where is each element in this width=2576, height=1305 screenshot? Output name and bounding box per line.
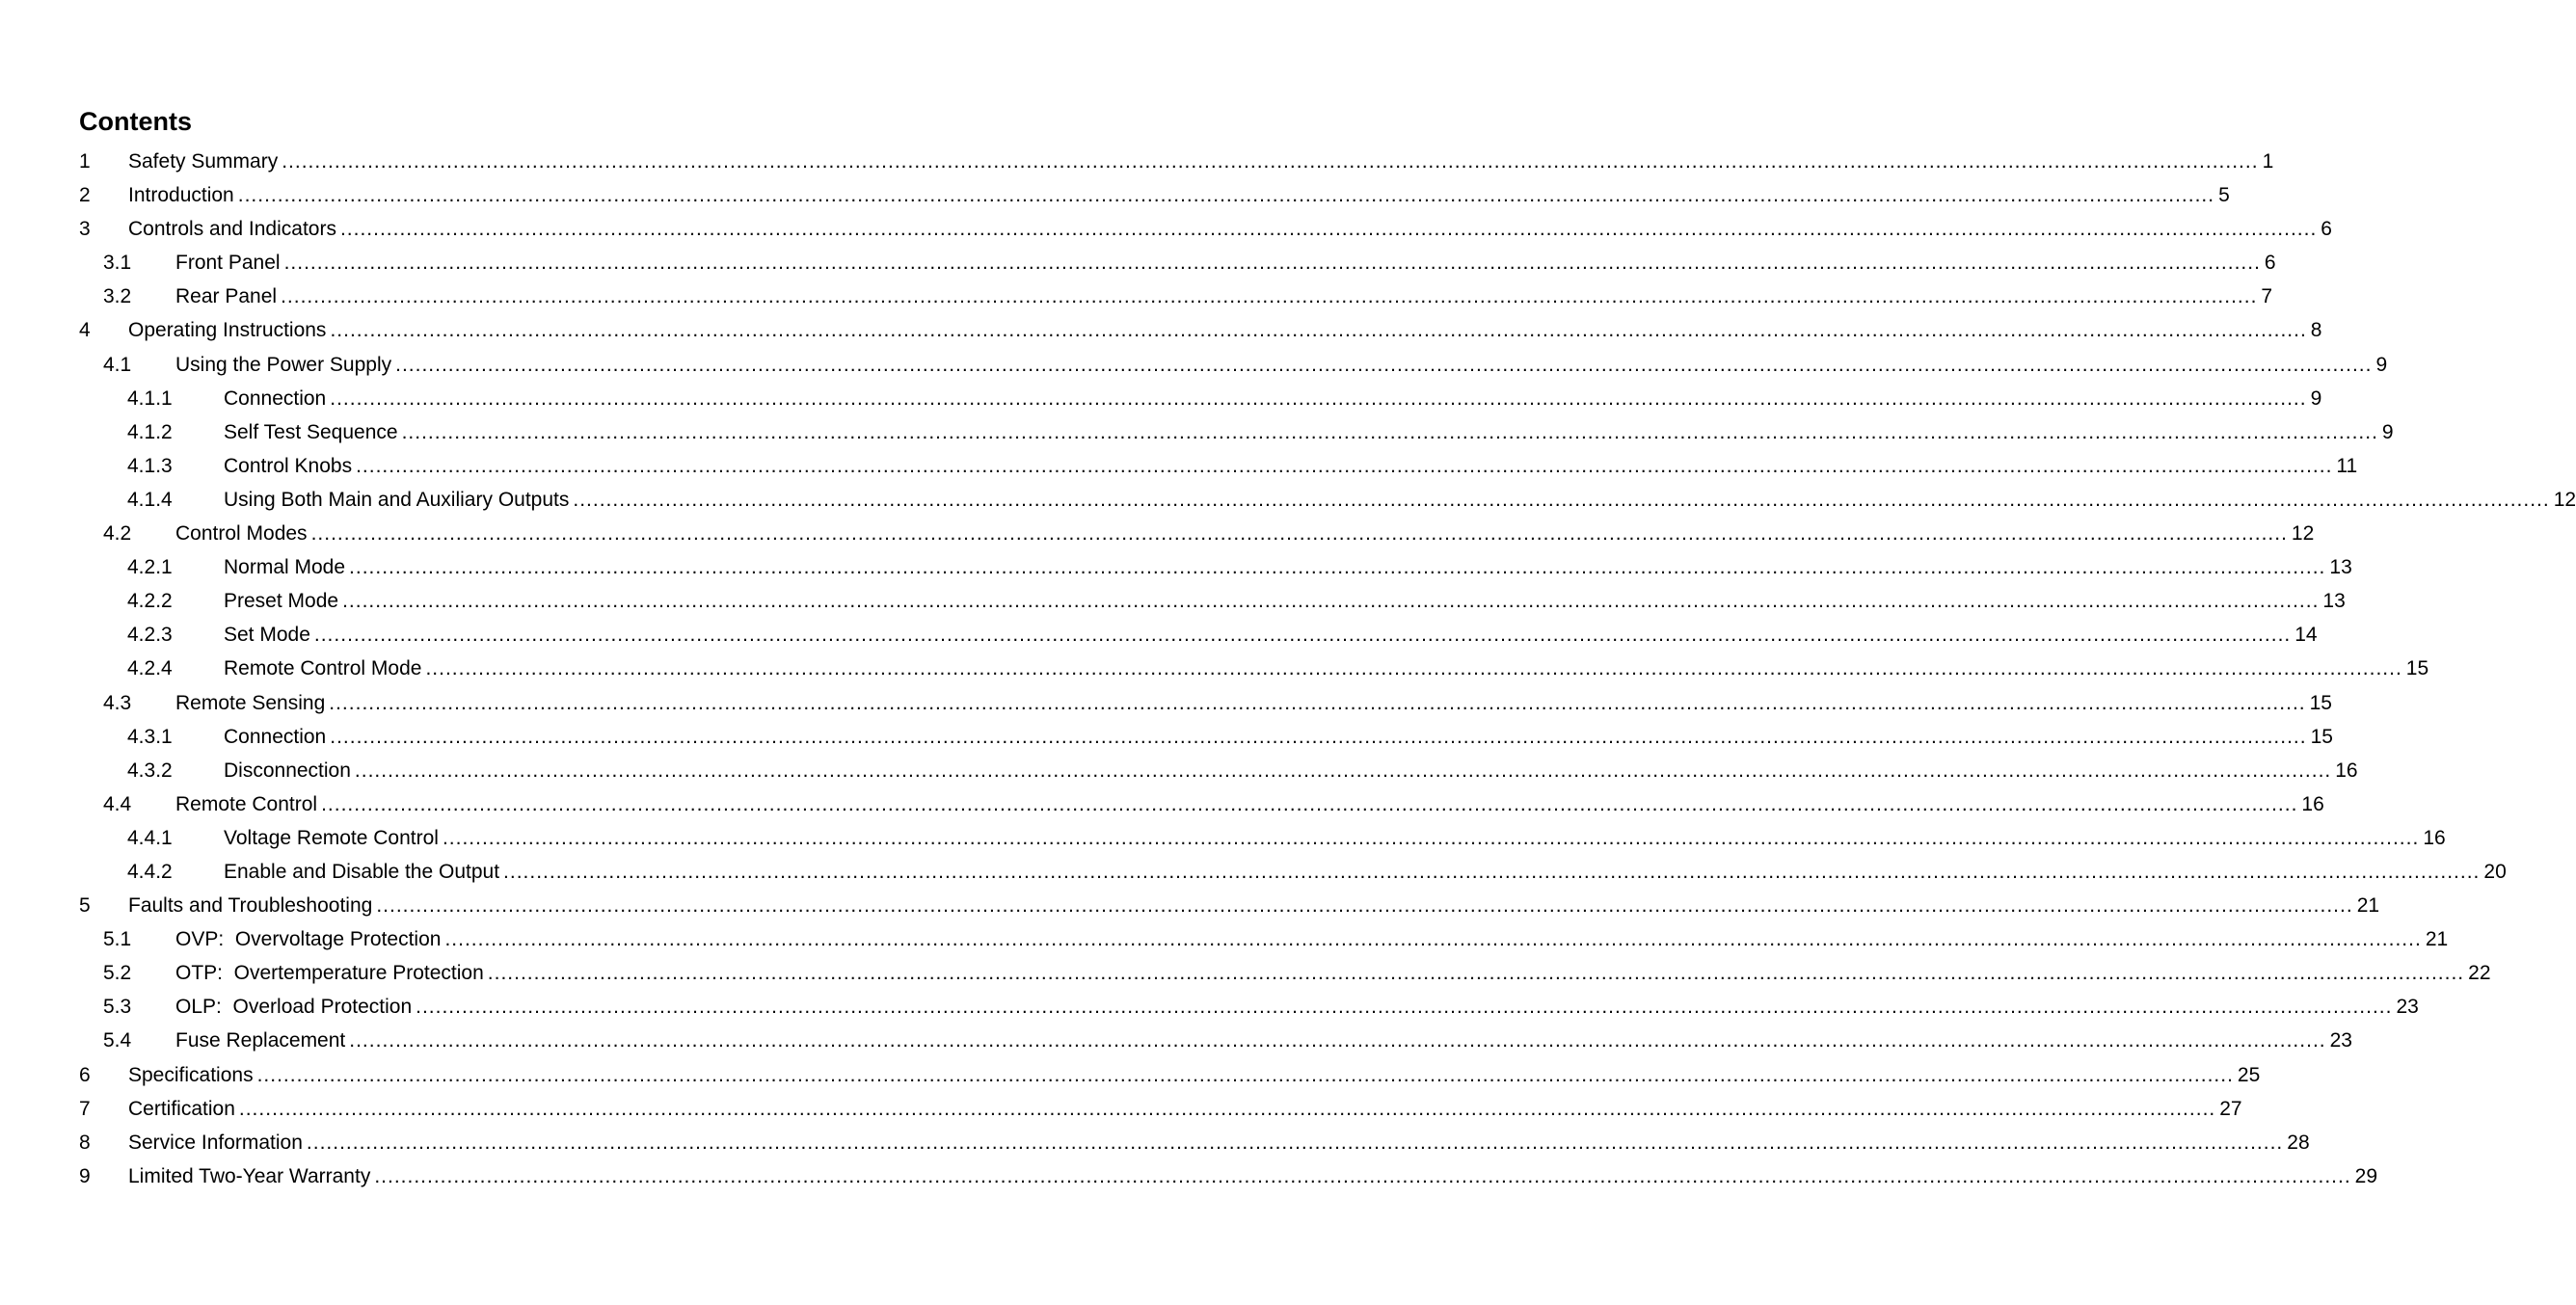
toc-entry-label: Remote Sensing — [175, 691, 326, 714]
toc-dot-leader: ............................................................................................................................................................................................................................................................................................................ — [306, 1131, 2284, 1154]
toc-entry-label: Service Information — [128, 1131, 303, 1154]
toc-dot-leader: ............................................................................................................................................................................................................................................................................................................ — [442, 826, 2420, 849]
toc-entry-page-number: 8 — [2310, 319, 2322, 342]
toc-entry-page-number: 12 — [2553, 488, 2576, 511]
toc-entry-text — [128, 1092, 2242, 1126]
toc-entry-page-number: 23 — [2396, 996, 2419, 1019]
toc-entry-page-number: 9 — [2375, 353, 2388, 376]
toc-dot-leader: ............................................................................................................................................................................................................................................................................................................ — [503, 860, 2481, 883]
toc-entry[interactable] — [0, 686, 2332, 720]
toc-dot-leader: ............................................................................................................................................................................................................................................................................................................ — [354, 759, 2332, 782]
toc-entry[interactable] — [0, 313, 2322, 347]
toc-entry-number: 4.1.4 — [127, 488, 173, 511]
toc-entry-label: Control Modes — [175, 522, 308, 546]
toc-entry-page-number: 15 — [2405, 657, 2429, 680]
toc-entry-label: Connection — [224, 386, 327, 410]
toc-entry-page-number: 20 — [2483, 860, 2507, 883]
toc-entry-text — [175, 1024, 2352, 1057]
toc-entry-page-number: 16 — [2423, 826, 2446, 849]
toc-entry-label: Front Panel — [175, 252, 281, 275]
toc-entry-text — [128, 889, 2380, 922]
toc-dot-leader: ............................................................................................................................................................................................................................................................................................................ — [573, 488, 2550, 511]
toc-entry-number: 5.3 — [103, 996, 132, 1019]
toc-entry-page-number: 6 — [2264, 252, 2276, 275]
toc-dot-leader: ............................................................................................................................................................................................................................................................................................................ — [339, 218, 2318, 241]
toc-entry[interactable] — [0, 990, 2419, 1024]
toc-entry-label: Fuse Replacement — [175, 1029, 346, 1052]
toc-entry-label: Preset Mode — [224, 590, 339, 613]
toc-entry-number: 5 — [79, 894, 91, 918]
toc-entry-label: Controls and Indicators — [128, 218, 336, 241]
toc-entry-text — [175, 990, 2419, 1024]
toc-entry-label: Rear Panel — [175, 285, 278, 308]
toc-dot-leader: ............................................................................................................................................................................................................................................................................................................ — [444, 928, 2422, 951]
toc-dot-leader: ............................................................................................................................................................................................................................................................................................................ — [283, 252, 2261, 275]
toc-entry-page-number: 25 — [2237, 1063, 2261, 1086]
toc-entry-text — [224, 449, 2358, 483]
toc-entry-number: 4.1.1 — [127, 386, 173, 410]
toc-entry-number: 4.4.1 — [127, 826, 173, 849]
toc-entry-page-number: 21 — [2356, 894, 2380, 918]
toc-entry-text — [224, 483, 2576, 517]
toc-entry-label: Limited Two-Year Warranty — [128, 1164, 371, 1187]
toc-entry-number: 4.2.4 — [127, 657, 173, 680]
toc-entry-number: 4.1.3 — [127, 454, 173, 477]
toc-entry[interactable] — [0, 1092, 2242, 1126]
toc-entry-number: 4.4 — [103, 792, 132, 815]
toc-entry[interactable] — [0, 1024, 2352, 1057]
toc-entry[interactable] — [0, 922, 2449, 956]
toc-entry-text — [175, 246, 2276, 280]
table-of-contents — [0, 145, 2576, 1193]
toc-entry[interactable] — [0, 1126, 2310, 1159]
toc-entry-page-number: 22 — [2468, 962, 2491, 985]
toc-entry-number: 4.2.3 — [127, 624, 173, 647]
toc-dot-leader: ............................................................................................................................................................................................................................................................................................................ — [321, 792, 2298, 815]
toc-entry-page-number: 7 — [2261, 285, 2273, 308]
toc-entry-number: 8 — [79, 1131, 91, 1154]
toc-entry-number: 2 — [79, 184, 91, 207]
toc-entry-text — [224, 618, 2318, 652]
toc-entry-text — [128, 178, 2230, 212]
toc-entry-page-number: 9 — [2310, 386, 2322, 410]
toc-entry-text — [128, 1159, 2378, 1193]
toc-entry-label: Enable and Disable the Output — [224, 860, 500, 883]
toc-entry[interactable] — [0, 246, 2276, 280]
toc-entry[interactable] — [0, 1159, 2378, 1193]
toc-entry-page-number: 14 — [2294, 624, 2318, 647]
toc-dot-leader: ............................................................................................................................................................................................................................................................................................................ — [330, 386, 2307, 410]
toc-entry-label: OVP: Overvoltage Protection — [175, 928, 442, 951]
toc-dot-leader: ............................................................................................................................................................................................................................................................................................................ — [342, 590, 2320, 613]
toc-entry-label: Certification — [128, 1097, 235, 1120]
toc-entry-page-number: 6 — [2321, 218, 2332, 241]
toc-entry-page-number: 9 — [2381, 420, 2394, 443]
toc-entry-text — [224, 821, 2446, 855]
toc-entry[interactable] — [0, 348, 2388, 382]
toc-entry[interactable] — [0, 145, 2274, 178]
toc-entry-text — [224, 652, 2429, 685]
toc-dot-leader: ............................................................................................................................................................................................................................................................................................................ — [395, 353, 2373, 376]
toc-entry-text — [224, 754, 2358, 787]
toc-entry-label: Connection — [224, 725, 327, 748]
toc-entry-number: 4.4.2 — [127, 860, 173, 883]
toc-entry-label: OTP: Overtemperature Protection — [175, 962, 484, 985]
toc-dot-leader: ............................................................................................................................................................................................................................................................................................................ — [256, 1063, 2234, 1086]
toc-entry-page-number: 16 — [2335, 759, 2358, 782]
toc-entry-number: 3.1 — [103, 252, 132, 275]
toc-entry[interactable] — [0, 956, 2491, 990]
toc-entry[interactable] — [0, 212, 2332, 246]
toc-entry-page-number: 5 — [2218, 184, 2230, 207]
toc-entry-text — [224, 584, 2346, 618]
toc-entry-text — [175, 956, 2491, 990]
toc-entry[interactable] — [0, 720, 2333, 754]
toc-entry-text — [175, 686, 2332, 720]
toc-entry-text — [128, 313, 2322, 347]
toc-entry-number: 4 — [79, 319, 91, 342]
toc-entry-label: Using the Power Supply — [175, 353, 392, 376]
toc-entry-label: Safety Summary — [128, 150, 279, 173]
toc-entry[interactable] — [0, 382, 2322, 415]
toc-entry-number: 4.3.2 — [127, 759, 173, 782]
toc-entry-number: 4.3.1 — [127, 725, 173, 748]
toc-entry-number: 5.2 — [103, 962, 132, 985]
toc-dot-leader: ............................................................................................................................................................................................................................................................................................................ — [376, 894, 2353, 918]
toc-entry-label: Control Knobs — [224, 454, 353, 477]
toc-dot-leader: ............................................................................................................................................................................................................................................................................................................ — [330, 319, 2307, 342]
toc-entry-text — [128, 145, 2274, 178]
toc-entry-number: 3.2 — [103, 285, 132, 308]
toc-entry-text — [224, 382, 2322, 415]
toc-entry-number: 4.1 — [103, 353, 132, 376]
toc-dot-leader: ............................................................................................................................................................................................................................................................................................................ — [349, 1029, 2326, 1052]
toc-entry-text — [175, 280, 2273, 313]
toc-dot-leader: ............................................................................................................................................................................................................................................................................................................ — [238, 1097, 2216, 1120]
toc-dot-leader: ............................................................................................................................................................................................................................................................................................................ — [401, 420, 2378, 443]
toc-entry-page-number: 28 — [2287, 1131, 2310, 1154]
toc-dot-leader: ............................................................................................................................................................................................................................................................................................................ — [310, 522, 2288, 546]
toc-entry[interactable] — [0, 652, 2429, 685]
toc-dot-leader: ............................................................................................................................................................................................................................................................................................................ — [356, 454, 2333, 477]
toc-entry-page-number: 11 — [2336, 454, 2358, 477]
page-title: Contents — [79, 107, 192, 136]
toc-entry-label: Operating Instructions — [128, 319, 327, 342]
toc-entry-number: 4.2.2 — [127, 590, 173, 613]
toc-entry-page-number: 27 — [2219, 1097, 2242, 1120]
toc-entry-label: Voltage Remote Control — [224, 826, 439, 849]
toc-entry-label: OLP: Overload Protection — [175, 996, 413, 1019]
toc-entry-page-number: 15 — [2310, 725, 2333, 748]
toc-entry[interactable] — [0, 584, 2346, 618]
toc-dot-leader: ............................................................................................................................................................................................................................................................................................................ — [425, 657, 2402, 680]
toc-dot-leader: ............................................................................................................................................................................................................................................................................................................ — [349, 556, 2326, 579]
toc-dot-leader: ............................................................................................................................................................................................................................................................................................................ — [282, 150, 2259, 173]
toc-entry-text — [128, 1126, 2310, 1159]
toc-entry-page-number: 13 — [2329, 556, 2352, 579]
toc-entry-text — [224, 855, 2507, 889]
toc-entry[interactable] — [0, 618, 2318, 652]
toc-entry-page-number: 12 — [2291, 522, 2315, 546]
toc-entry-label: Self Test Sequence — [224, 420, 398, 443]
toc-entry-text — [175, 922, 2449, 956]
toc-dot-leader: ............................................................................................................................................................................................................................................................................................................ — [281, 285, 2258, 308]
toc-dot-leader: ............................................................................................................................................................................................................................................................................................................ — [313, 624, 2292, 647]
toc-entry[interactable] — [0, 280, 2273, 313]
toc-entry-number: 5.1 — [103, 928, 132, 951]
toc-entry[interactable] — [0, 754, 2358, 787]
toc-dot-leader: ............................................................................................................................................................................................................................................................................................................ — [416, 996, 2393, 1019]
toc-entry-page-number: 21 — [2425, 928, 2449, 951]
toc-entry[interactable] — [0, 449, 2358, 483]
toc-entry[interactable] — [0, 550, 2352, 584]
toc-entry-page-number: 23 — [2329, 1029, 2352, 1052]
toc-entry-text — [224, 415, 2394, 449]
toc-entry[interactable] — [0, 889, 2380, 922]
toc-entry-number: 6 — [79, 1063, 91, 1086]
toc-entry-label: Faults and Troubleshooting — [128, 894, 373, 918]
toc-dot-leader: ............................................................................................................................................................................................................................................................................................................ — [374, 1164, 2351, 1187]
toc-entry[interactable] — [0, 787, 2324, 821]
toc-entry-number: 4.2.1 — [127, 556, 173, 579]
toc-entry-text — [128, 1058, 2261, 1092]
toc-entry-label: Using Both Main and Auxiliary Outputs — [224, 488, 570, 511]
toc-entry-number: 3 — [79, 218, 91, 241]
toc-entry-text — [224, 550, 2352, 584]
toc-entry-label: Remote Control — [175, 792, 318, 815]
toc-entry-number: 1 — [79, 150, 91, 173]
toc-entry-text — [175, 517, 2315, 550]
toc-entry-number: 4.3 — [103, 691, 132, 714]
toc-entry-page-number: 15 — [2309, 691, 2332, 714]
toc-entry[interactable] — [0, 517, 2315, 550]
toc-dot-leader: ............................................................................................................................................................................................................................................................................................................ — [237, 184, 2215, 207]
toc-entry-label: Set Mode — [224, 624, 310, 647]
toc-entry[interactable] — [0, 1058, 2261, 1092]
toc-entry-page-number: 1 — [2262, 150, 2274, 173]
toc-dot-leader: ............................................................................................................................................................................................................................................................................................................ — [330, 725, 2307, 748]
toc-dot-leader: ............................................................................................................................................................................................................................................................................................................ — [487, 962, 2465, 985]
toc-entry[interactable] — [0, 178, 2230, 212]
toc-entry-number: 9 — [79, 1164, 91, 1187]
toc-entry-number: 4.2 — [103, 522, 132, 546]
toc-entry-page-number: 16 — [2301, 792, 2324, 815]
toc-entry-label: Specifications — [128, 1063, 254, 1086]
toc-entry[interactable] — [0, 821, 2446, 855]
toc-entry-label: Disconnection — [224, 759, 351, 782]
toc-entry-label: Remote Control Mode — [224, 657, 422, 680]
toc-entry-page-number: 29 — [2354, 1164, 2378, 1187]
toc-entry-number: 5.4 — [103, 1029, 132, 1052]
toc-entry-text — [175, 348, 2388, 382]
toc-entry-text — [224, 720, 2333, 754]
toc-dot-leader: ............................................................................................................................................................................................................................................................................................................ — [329, 691, 2306, 714]
toc-entry-label: Normal Mode — [224, 556, 346, 579]
toc-entry[interactable] — [0, 483, 2576, 517]
toc-entry-number: 7 — [79, 1097, 91, 1120]
toc-entry[interactable] — [0, 415, 2394, 449]
toc-entry-text — [128, 212, 2332, 246]
toc-entry[interactable] — [0, 855, 2507, 889]
toc-entry-text — [175, 787, 2324, 821]
toc-entry-page-number: 13 — [2322, 590, 2346, 613]
toc-entry-label: Introduction — [128, 184, 234, 207]
toc-entry-number: 4.1.2 — [127, 420, 173, 443]
